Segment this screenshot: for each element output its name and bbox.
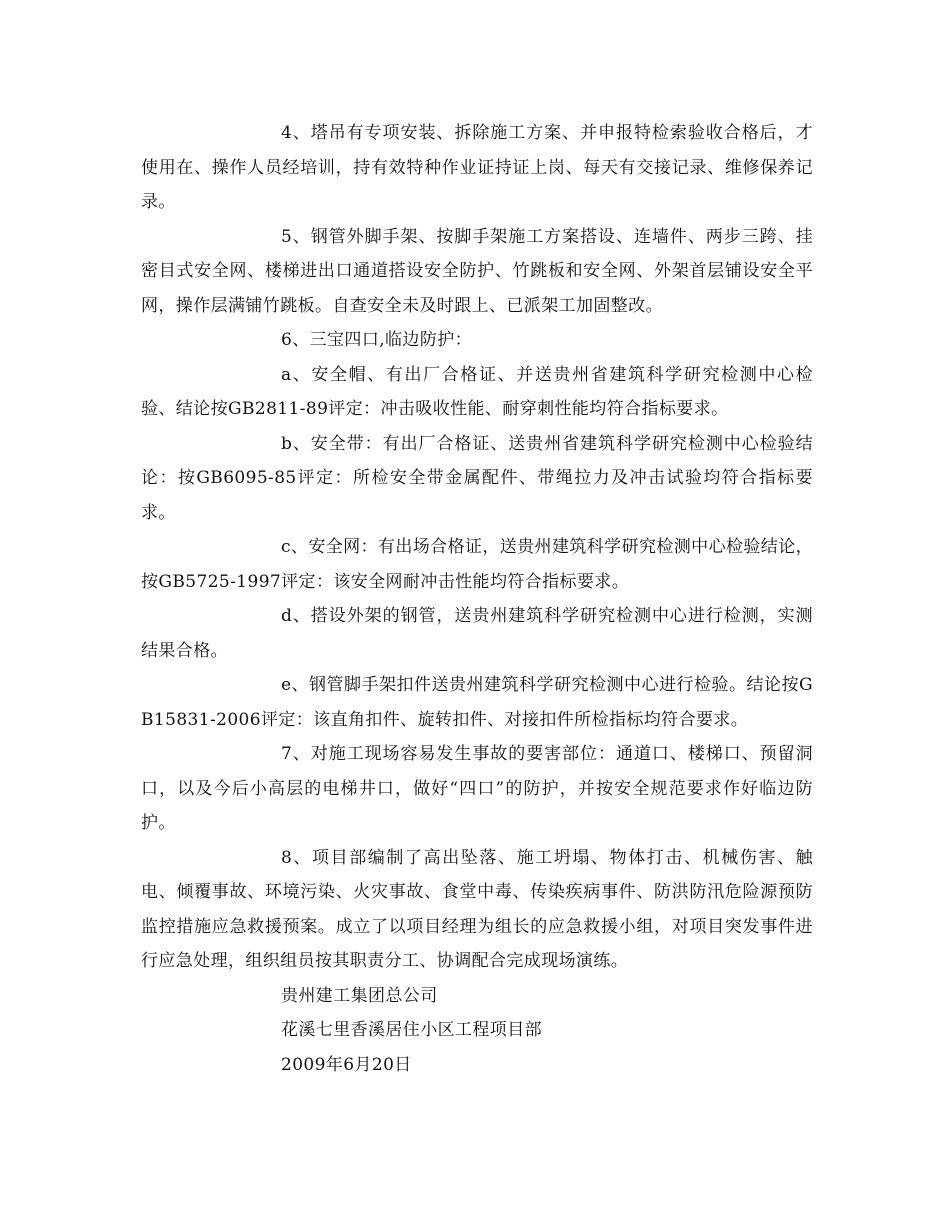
paragraph-item-6c: c、安全网：有出场合格证，送贵州建筑科学研究检测中心检验结论，按GB5725-1997评定：该安全网耐冲击性能均符合指标要求。	[141, 537, 813, 592]
signature-company: 贵州建工集团总公司	[281, 985, 438, 1006]
paragraph-item-6b: b、安全带：有出厂合格证、送贵州省建筑科学研究检测中心检验结论：按GB6095-85评定：所检安全带金属配件、带绳拉力及冲击试验均符合指标要求。	[141, 433, 813, 523]
paragraph-item-8: 8、项目部编制了高出坠落、施工坍塌、物体打击、机械伤害、触电、倾覆事故、环境污染、火灾事故、食堂中毒、传染疾病事件、防洪防汛危险源预防监控措施应急救援预案。成立了以项目经理为组长的应急救援小组，对项目突发事件进行应急处理，组织组员按其职责分工、协调配合完成现场演练。	[141, 847, 813, 971]
signature-date: 2009年6月20日	[281, 1054, 412, 1075]
paragraph-item-7: 7、对施工现场容易发生事故的要害部位：通道口、楼梯口、预留洞口，以及今后小高层的电梯井口，做好“四口”的防护，并按安全规范要求作好临边防护。	[141, 744, 813, 833]
paragraph-item-6a: a、安全帽、有出厂合格证、并送贵州省建筑科学研究检测中心检验、结论按GB2811-89评定：冲击吸收性能、耐穿刺性能均符合指标要求。	[141, 364, 813, 419]
paragraph-item-6e: e、钢管脚手架扣件送贵州建筑科学研究检测中心进行检验。结论按GB15831-2006评定：该直角扣件、旋转扣件、对接扣件所检指标均符合要求。	[141, 675, 813, 730]
paragraph-item-5: 5、钢管外脚手架、按脚手架施工方案搭设、连墙件、两步三跨、挂密目式安全网、楼梯进出口通道搭设安全防护、竹跳板和安全网、外架首层铺设安全平网，操作层满铺竹跳板。自查安全未及时跟上、已派架工加固整改。	[141, 226, 813, 316]
signature-department: 花溪七里香溪居住小区工程项目部	[281, 1020, 542, 1040]
paragraph-item-4: 4、塔吊有专项安装、拆除施工方案、并申报特检索验收合格后，才使用在、操作人员经培训，持有效特种作业证持证上岗、每天有交接记录、维修保养记录。	[141, 123, 813, 212]
document-body	[141, 116, 813, 1082]
paragraph-item-6: 6、三宝四口,临边防护：	[281, 330, 473, 350]
paragraph-item-6d: d、搭设外架的钢管，送贵州建筑科学研究检测中心进行检测，实测结果合格。	[141, 606, 813, 661]
